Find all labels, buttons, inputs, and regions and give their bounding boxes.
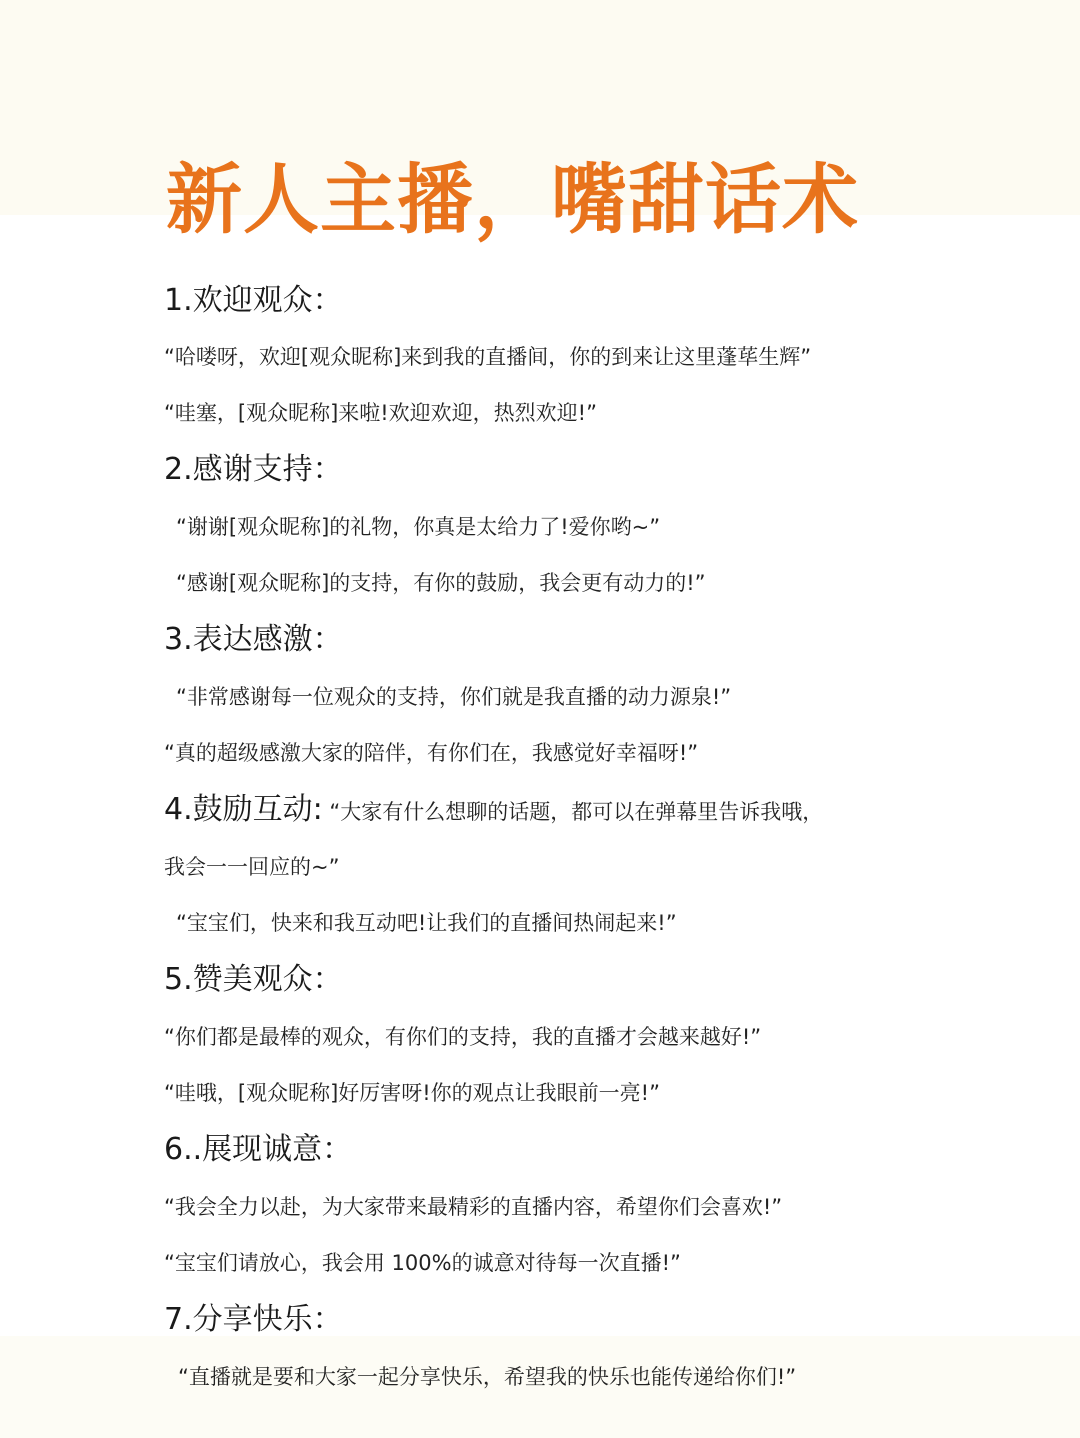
section-line: “宝宝们请放心，我会用 100%的诚意对待每一次直播!” [164,1251,681,1275]
section-heading-interaction: 4.鼓励互动: [164,792,323,827]
section-line: “哈喽呀，欢迎[观众昵称]来到我的直播间，你的到来让这里蓬荜生辉” [164,345,812,369]
section-line: “非常感谢每一位观众的支持，你们就是我直播的动力源泉!” [176,685,732,709]
section-heading-thanks: 2.感谢支持： [164,452,343,487]
section-line: “感谢[观众昵称]的支持，有你的鼓励，我会更有动力的!” [176,571,706,595]
section-line: “哇哦，[观众昵称]好厉害呀!你的观点让我眼前一亮!” [164,1081,660,1105]
section-line: “真的超级感激大家的陪伴，有你们在，我感觉好幸福呀!” [164,741,699,765]
section-heading-praise: 5.赞美观众： [164,962,343,997]
page-title: 新人主播，嘴甜话术 [166,155,859,244]
section-heading-row-interaction [164,790,823,830]
section-line: “谢谢[观众昵称]的礼物，你真是太给力了!爱你哟~” [176,515,661,539]
section-heading-sincerity: 6..展现诚意： [164,1132,353,1167]
section-line: “你们都是最棒的观众，有你们的支持，我的直播才会越来越好!” [164,1025,762,1049]
section-line: “我会全力以赴，为大家带来最精彩的直播内容，希望你们会喜欢!” [164,1195,783,1219]
section-heading-share-joy: 7.分享快乐： [164,1302,343,1337]
section-line: “宝宝们，快来和我互动吧!让我们的直播间热闹起来!” [176,911,677,935]
section-line: “大家有什么想聊的话题，都可以在弹幕里告诉我哦， [322,800,824,824]
section-line: “哇塞，[观众昵称]来啦!欢迎欢迎，热烈欢迎!” [164,401,597,425]
section-heading-gratitude: 3.表达感激： [164,622,343,657]
section-line: “直播就是要和大家一起分享快乐，希望我的快乐也能传递给你们!” [178,1365,797,1389]
section-heading-welcome: 1.欢迎观众： [164,283,343,318]
section-line: 我会一一回应的~” [164,855,340,879]
